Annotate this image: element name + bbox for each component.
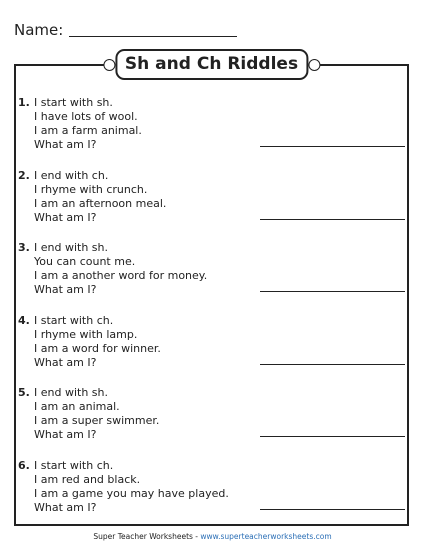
riddle-line: I end with sh. [34, 241, 108, 254]
riddle-text [34, 241, 207, 297]
riddle-line: I have lots of wool. [34, 110, 138, 123]
riddle-number: 6. [18, 458, 30, 472]
title-banner [105, 49, 318, 80]
footer-credit [0, 532, 425, 542]
riddle-line: I start with sh. [34, 96, 113, 109]
footer-brand: Super Teacher Worksheets - [93, 532, 201, 541]
answer-line[interactable] [260, 364, 405, 365]
riddle-line: I start with ch. [34, 313, 114, 327]
riddle-line: I am a game you may have played. [34, 486, 229, 500]
riddle-number: 3. [18, 241, 30, 254]
riddle-text [34, 169, 166, 225]
riddle-number: 5. [18, 386, 30, 399]
riddle-item [18, 241, 408, 314]
riddle-question: What am I? [34, 283, 97, 296]
riddle-line: I end with ch. [34, 168, 109, 182]
riddle-question: What am I? [34, 138, 97, 151]
riddle-text [34, 314, 161, 370]
riddle-item [18, 169, 408, 242]
riddle-line: I end with sh. [34, 386, 108, 399]
riddle-line: I am a word for winner. [34, 341, 161, 355]
riddle-item [18, 314, 408, 387]
footer-site-link[interactable]: www.superteacherworksheets.com [200, 532, 332, 541]
riddle-question: What am I? [34, 210, 97, 224]
riddle-number: 1. [18, 96, 30, 109]
riddle-line: I am a super swimmer. [34, 414, 160, 427]
riddle-line: I am an animal. [34, 400, 120, 413]
name-blank-line[interactable] [69, 24, 237, 37]
riddle-number: 2. [18, 168, 30, 182]
riddle-line: I am an afternoon meal. [34, 196, 167, 210]
riddle-list [18, 96, 408, 531]
answer-line[interactable] [260, 436, 405, 437]
riddle-line: I rhyme with lamp. [34, 327, 138, 341]
name-row [14, 22, 237, 38]
answer-line[interactable] [260, 291, 405, 292]
riddle-line: I am a another word for money. [34, 269, 208, 282]
riddle-line: I rhyme with crunch. [34, 182, 148, 196]
page-title: Sh and Ch Riddles [115, 49, 308, 80]
riddle-text [34, 386, 159, 442]
answer-line[interactable] [260, 146, 405, 147]
riddle-question: What am I? [34, 355, 97, 369]
riddle-line: I am red and black. [34, 472, 141, 486]
riddle-item [18, 96, 408, 169]
riddle-line: I am a farm animal. [34, 124, 142, 137]
answer-line[interactable] [260, 219, 405, 220]
riddle-number: 4. [18, 313, 30, 327]
riddle-item [18, 386, 408, 459]
riddle-line: I start with ch. [34, 458, 114, 472]
answer-line[interactable] [260, 509, 405, 510]
riddle-text [34, 459, 229, 515]
riddle-question: What am I? [34, 428, 97, 441]
riddle-text [34, 96, 142, 152]
riddle-question: What am I? [34, 500, 97, 514]
riddle-item [18, 459, 408, 532]
riddle-line: You can count me. [34, 255, 136, 268]
name-label: Name: [14, 21, 64, 39]
